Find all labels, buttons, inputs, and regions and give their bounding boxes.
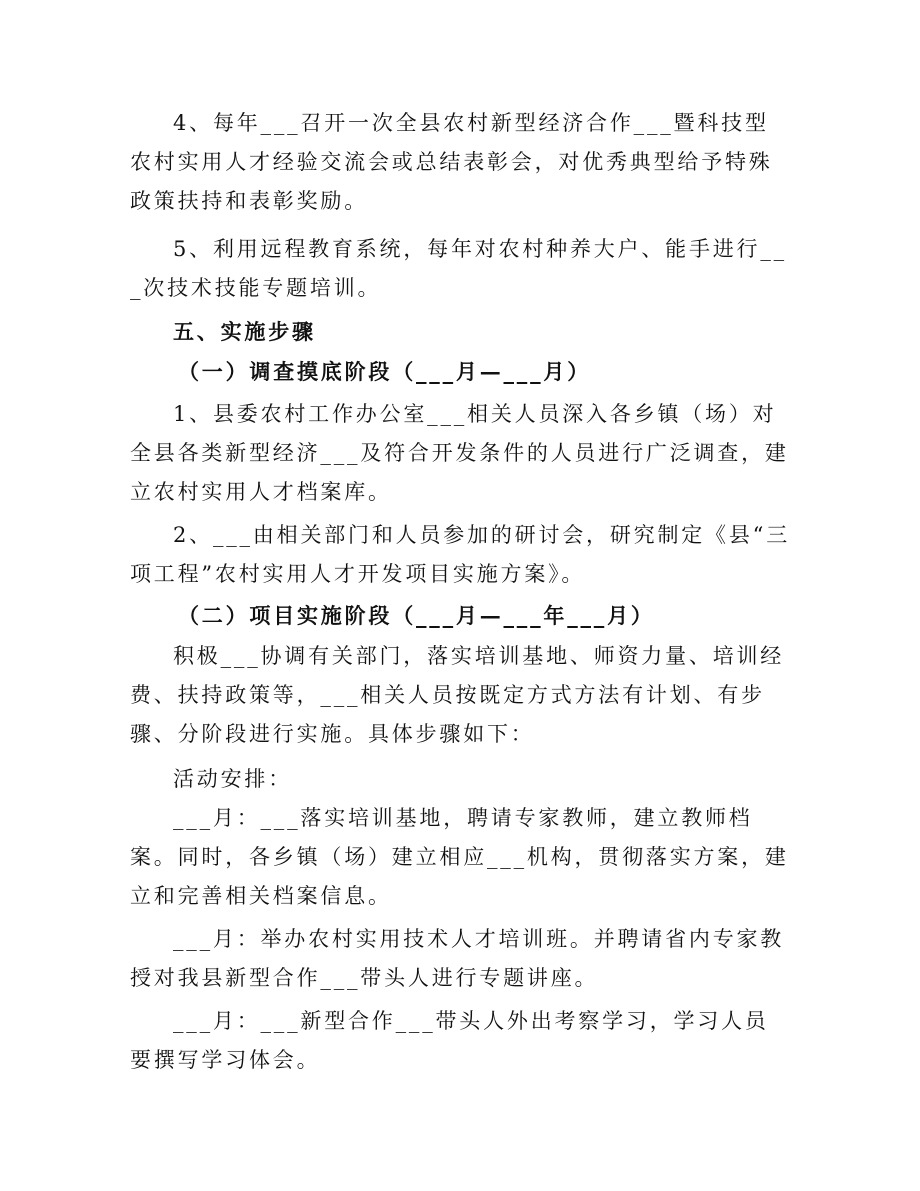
paragraph-remote-education: 5、利用远程教育系统，每年对农村种养大户、能手进行___次技术技能专题培训。	[130, 237, 787, 300]
subheading-implementation-stage: （二）项目实施阶段（___月—___年___月）	[178, 603, 655, 628]
paragraph-coordination: 积极___协调有关部门，落实培训基地、师资力量、培训经费、扶持政策等，___相关人员按既定方式方法有计划、有步骤、分阶段进行实施。具体步骤如下：	[130, 644, 785, 746]
paragraph-annual-meeting: 4、每年___召开一次全县农村新型经济合作___暨科技型农村实用人才经验交流会或总结表彰会，对优秀典型给予特殊政策扶持和表彰奖励。	[130, 111, 773, 213]
subheading-survey-stage: （一）调查摸底阶段（___月—___月）	[178, 359, 591, 384]
section-heading-implementation-steps: 五、实施步骤	[173, 319, 316, 344]
paragraph-month-training-class: ___月：举办农村实用技术人才培训班。并聘请省内专家教授对我县新型合作___带头人进行专题讲座。	[130, 927, 785, 990]
paragraph-month-training-base: ___月：___落实培训基地，聘请专家教师，建立教师档案。同时，各乡镇（场）建立相应___机构，贯彻落实方案，建立和完善相关档案信息。	[130, 806, 789, 908]
paragraph-seminar: 2、___由相关部门和人员参加的研讨会，研究制定《县“三项工程”农村实用人才开发项目实施方案》。	[130, 523, 790, 586]
paragraph-survey-office: 1、县委农村工作办公室___相关人员深入各乡镇（场）对全县各类新型经济___及符合开发条件的人员进行广泛调查，建立农村实用人才档案库。	[130, 402, 789, 504]
paragraph-activity-arrangement: 活动安排：	[173, 767, 292, 791]
paragraph-month-study-tour: ___月：___新型合作___带头人外出考察学习，学习人员要撰写学习体会。	[130, 1009, 769, 1072]
